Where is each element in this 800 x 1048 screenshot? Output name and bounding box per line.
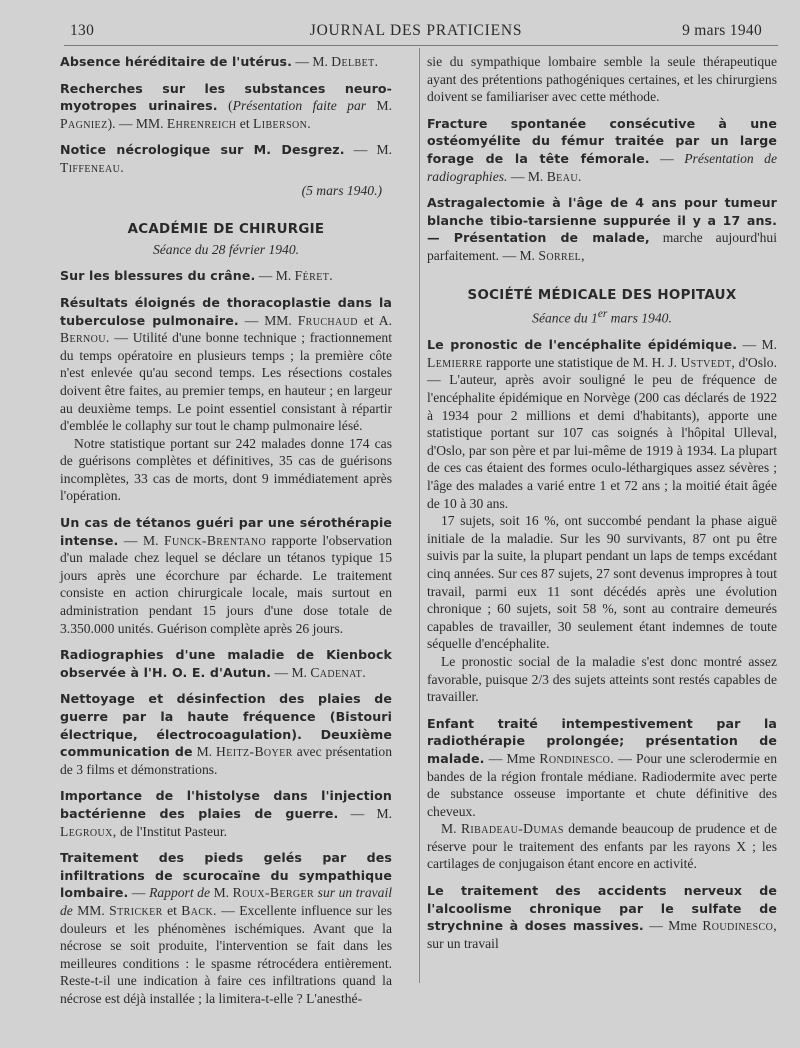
entry-pieds-geles: Traitement des pieds gelés par des infiltrations de scurocaïne du sympathique lombaire. — Rapport de M. Roux-Berger sur un travail de MM. Stricker et Back. — Excellente influence sur les douleurs et les phénomènes ischémiques. Avant que la nécrose se soit produite, l'intervention se fait dans les meilleures conditions : le spasme rétrocédera entièrement. Reste-t-il une indication à faire ces infiltrations quand la nécrose est déjà installée ; la limitera-t-elle ? L'anesthé- xyxy=(60,850,392,1006)
entry-strychnine: Le traitement des accidents nerveux de l'alcoolisme chronique par le sulfate de strychnine à doses massives. — Mme Roudinesco, sur un travail xyxy=(427,883,777,951)
running-header xyxy=(70,22,762,42)
left-column xyxy=(60,53,392,1017)
entry-blessures: Sur les blessures du crâne. — M. Féret. xyxy=(60,268,334,284)
section-seance-societe: Séance du 1er mars 1940. xyxy=(532,308,672,326)
entry-encephalite-conclusion: Le pronostic social de la maladie s'est donc montré assez favorable, puisque 2/3 des sujets atteints sont restés capables de travailler. xyxy=(427,653,777,705)
entry-nettoyage: Nettoyage et désinfection des plaies de guerre par la haute fréquence (Bistouri électrique, électrocoagulation). Deuxième communication de M. Heitz-Boyer avec présentation de 3 films et démonstrations. xyxy=(60,691,392,777)
section-seance-academie: Séance du 28 février 1940. xyxy=(152,241,300,257)
entry-radiotherapie-comment: M. Ribadeau-Dumas demande beaucoup de prudence et de réserve pour le traitement des enfants par les rayons X ; les cartilages de conjugaison étant encore en activité. xyxy=(427,821,777,872)
entry-tetanos: Un cas de tétanos guéri par une sérothérapie intense. — M. Funck-Brentano rapporte l'observation d'un malade chez lequel se déclare un tétanos typique 15 jours après une écorchure par écharde. Le traitement consiste en action chirurgicale locale, mais surtout en administration pendant 15 jours d'une dose totale de 3.350.000 unités. Guérison complète après 26 jours. xyxy=(60,515,393,636)
column-divider xyxy=(419,48,420,983)
entry-astragalectomie: Astragalectomie à l'âge de 4 ans pour tumeur blanche tibio-tarsienne suppurée il y a 17 ans. — Présentation de malade, marche aujourd'hui parfaitement. — M. Sorrel, xyxy=(427,195,777,263)
entry-encephalite-stats: 17 sujets, soit 16 %, ont succombé pendant la phase aiguë initiale de la maladie. Sur les 90 survivants, 87 ont pu être suivis par la suite, la plupart pendant un laps de temps excédant cinq années. Sur ces 87 sujets, 27 sont devenus impropres à tout travail, parmi eux 11 sont décédés après une évolution chronique ; 60 sujets, soit 58 %, sont au contraire demeurés capables de travailler, 30 seulement étant indemnes de toute séquelle d'encéphalite. xyxy=(427,513,777,652)
entry-encephalite: Le pronostic de l'encéphalite épidémique. — M. Lemierre rapporte une statistique de M. H. J. Ustvedt, d'Oslo. — L'auteur, après avoir souligné le peu de fréquence de l'encéphalite épidémique en Norvège (200 cas déclarés de 1922 à 1934 pour 2 millions et demi d'habitants), apporte une statistique portant sur 107 cas soignés à l'hôpital Ulleval, d'Oslo, par son père et par lui-même de 1919 à 1934. La plupart de ces cas étaient des formes oculo-léthargiques assez sévères ; l'âge des malades a varié entre 1 et 72 ans ; la moitié était âgée de 10 à 30 ans. xyxy=(427,337,777,511)
entry-continuation: sie du sympathique lombaire semble la seule thérapeutique ayant des prétentions pathogéniques certaines, et les chirurgiens doivent se familiariser avec cette méthode. xyxy=(427,54,777,105)
journal-title: JOURNAL DES PRATICIENS xyxy=(309,22,523,39)
section-title-academie: ACADÉMIE DE CHIRURGIE xyxy=(127,222,325,238)
header-rule xyxy=(64,45,778,46)
entry-notice: Notice nécrologique sur M. Desgrez. — M. Tiffeneau. xyxy=(60,142,392,175)
session-date: (5 mars 1940.) xyxy=(301,182,382,198)
entry-thoracoplastie-stats: Notre statistique portant sur 242 malades donne 174 cas de guérisons complètes et définitives, 35 cas de guérisons incomplètes, 33 cas de morts, dont 9 immédiatement après l'opération. xyxy=(60,435,392,504)
entry-absence: Absence héréditaire de l'utérus. — M. Delbet. xyxy=(60,54,379,69)
entry-thoracoplastie: Résultats éloignés de thoracoplastie dans la tuberculose pulmonaire. — MM. Fruchaud et A. Bernou. — Utilité d'une bonne technique ; fractionnement du temps opératoire en plusieurs temps ; la première côte n'est enlevée qu'au second temps. Les résections costales doivent être faites, au premier temps, en hauteur ; en largeur au deuxième temps. Le point essentiel consistant à répartir d'emblée le collaphy sur tout le champ pulmonaire lésé. xyxy=(60,294,392,434)
entry-kienbock: Radiographies d'une maladie de Kienbock observée à l'H. O. E. d'Autun. — M. Cadenat. xyxy=(60,647,392,680)
entry-histolyse: Importance de l'histolyse dans l'injection bactérienne des plaies de guerre. — M. Legroux, de l'Institut Pasteur. xyxy=(60,788,392,839)
entry-recherches: Recherches sur les substances neuro-myotropes urinaires. (Présentation faite par M. Pagniez). — MM. Ehrenreich et Liberson. xyxy=(60,80,392,131)
entry-radiotherapie: Enfant traité intempestivement par la radiothérapie prolongée; présentation de malade. — Mme Rondinesco. — Pour une sclerodermie en bandes de la région frontale médiane. Radiodermite avec perte de substance osseuse importante et chute définitive des cheveux. xyxy=(427,715,777,819)
issue-date: 9 mars 1940 xyxy=(682,22,762,39)
right-column xyxy=(427,53,777,961)
section-title-societe: SOCIÉTÉ MÉDICALE DES HOPITAUX xyxy=(467,287,737,303)
page-number: 130 xyxy=(70,22,95,39)
entry-fracture: Fracture spontanée consécutive à une ostéomyélite du fémur traitée par un large forage de la tête fémorale. — Présentation de radiographies. — M. Beau. xyxy=(427,115,778,184)
